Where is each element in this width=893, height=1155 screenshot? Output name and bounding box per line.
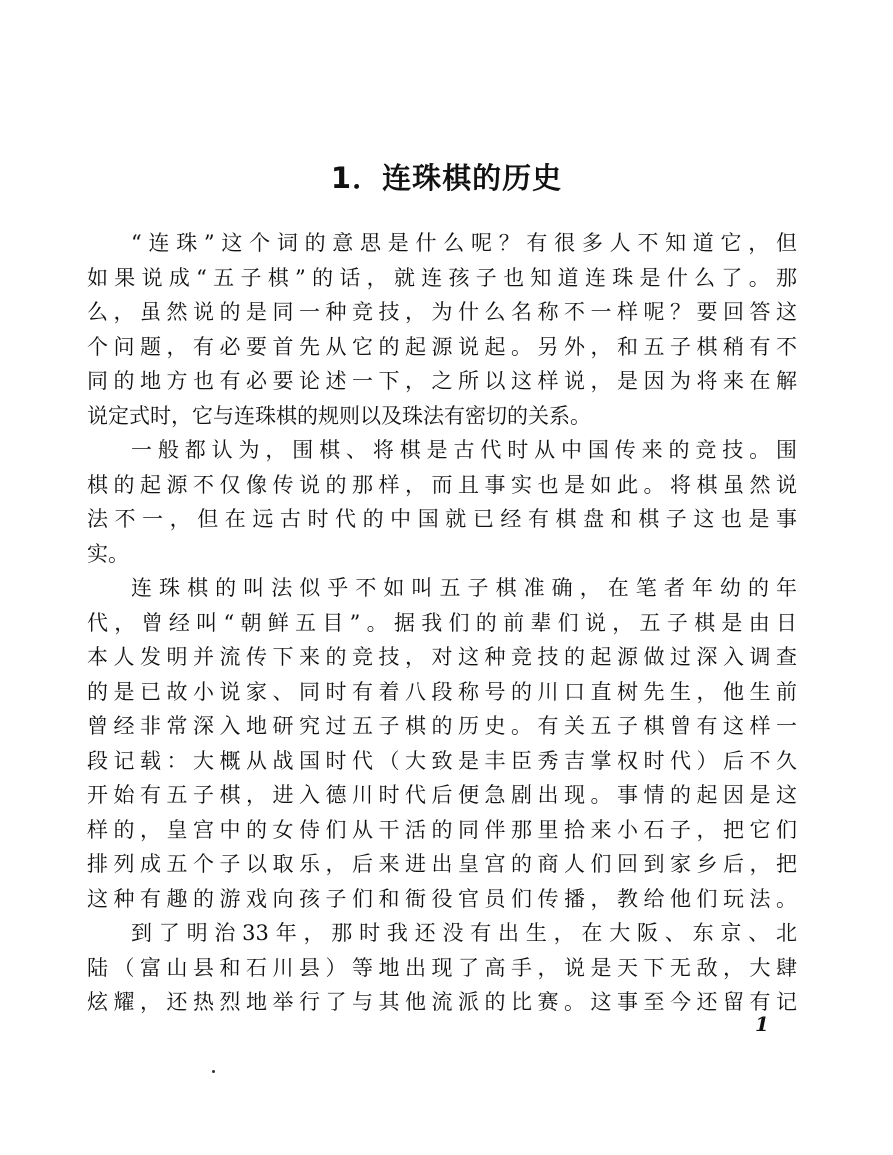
text-line: 棋的起源不仅像传说的那样，而且事实也是如此。将棋虽然说 [87,472,797,497]
text-line: 说定式时，它与连珠棋的规则以及珠法有密切的关系。 [87,403,591,428]
chapter-title: 1．连珠棋的历史 [330,161,563,195]
text-line: 样的，皇宫中的女侍们从干活的同伴那里拾来小石子，把它们 [87,817,797,842]
text-line: 实。 [87,541,129,566]
text-line: 这种有趣的游戏向孩子们和衙役官员们传播，教给他们玩法。 [87,886,797,911]
text-line: 炫耀，还热烈地举行了与其他流派的比赛。这事至今还留有记 [87,990,797,1014]
text-line: 曾经非常深入地研究过五子棋的历史。有关五子棋曾有这样一 [87,714,797,738]
text-line: 段记载：大概从战国时代（大致是丰臣秀吉掌权时代）后不久 [87,748,797,773]
page-number: 1 [755,1012,769,1036]
body-text [87,226,797,1020]
text-line: 排列成五个子以取乐，后来进出皇宫的商人们回到家乡后，把 [87,852,797,876]
text-line: 陆（富山县和石川县）等地出现了高手，说是天下无敌，大肆 [87,955,797,980]
text-line: 法不一，但在远古时代的中国就已经有棋盘和棋子这也是事 [87,507,797,531]
text-line: 同的地方也有必要论述一下，之所以这样说，是因为将来在解 [87,369,797,393]
text-line: 到了明治33年，那时我还没有出生，在大阪、东京、北 [131,921,797,945]
text-line: 的是已故小说家、同时有着八段称号的川口直树先生，他生前 [87,679,797,704]
text-line: 本人发明并流传下来的竞技，对这种竞技的起源做过深入调查 [87,645,797,669]
text-line: 一般都认为，围棋、将棋是古代时从中国传来的竞技。围 [131,438,797,462]
text-line: 么，虽然说的是同一种竞技，为什么名称不一样呢？要回答这 [87,300,797,324]
text-line: 开始有五子棋，进入德川时代后便急剧出现。事情的起因是这 [87,783,797,807]
text-line: 个问题，有必要首先从它的起源说起。另外，和五子棋稍有不 [87,334,797,359]
text-line: 连珠棋的叫法似乎不如叫五子棋准确，在笔者年幼的年 [131,576,797,600]
scan-speck [212,1070,215,1073]
text-line: “连珠”这个词的意思是什么呢？有很多人不知道它，但 [131,231,797,255]
text-line: 如果说成“五子棋”的话，就连孩子也知道连珠是什么了。那 [87,265,797,290]
text-line: 代，曾经叫“朝鲜五目”。据我们的前辈们说，五子棋是由日 [87,610,797,635]
